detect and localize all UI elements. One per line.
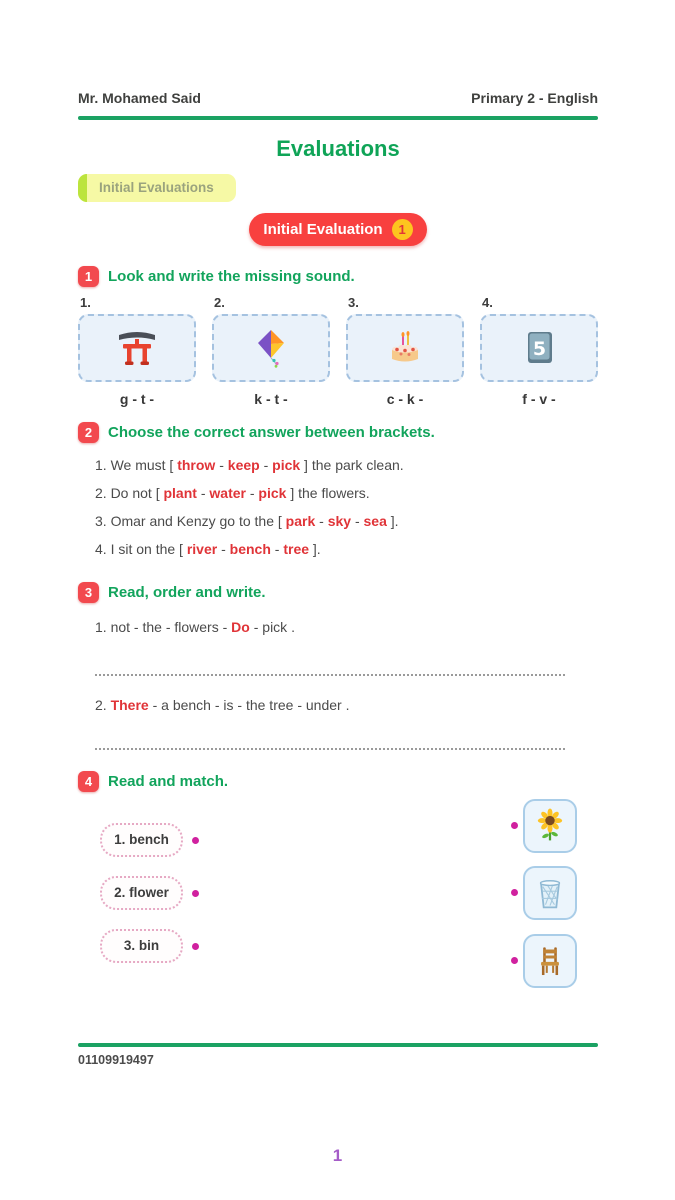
match-dot xyxy=(192,890,199,897)
match-picture-bin-box xyxy=(523,866,577,920)
q1-item-1-number: 1. xyxy=(80,294,91,310)
option-word: pick xyxy=(272,456,301,473)
footer-phone-number: 01109919497 xyxy=(78,1053,154,1067)
evaluation-number-circle: 1 xyxy=(392,219,413,240)
q2-sentence-2: 2. Do not [ plant - water - pick ] the flowers. xyxy=(95,484,370,501)
match-dot xyxy=(511,822,518,829)
q2-title: Choose the correct answer between brackets. xyxy=(108,423,435,441)
page-number: 1 xyxy=(332,1146,343,1165)
option-word: park xyxy=(285,513,316,530)
teacher-name: Mr. Mohamed Said xyxy=(78,90,201,106)
q4-number-badge: 4 xyxy=(78,771,99,792)
kite-icon xyxy=(251,328,291,368)
match-dot xyxy=(192,943,199,950)
wastebasket-icon xyxy=(532,875,568,911)
q2-sentence-4: 4. I sit on the [ river - bench - tree ]. xyxy=(95,541,321,558)
q1-picture-box-4 xyxy=(480,314,598,382)
q2-header xyxy=(78,422,598,443)
q3-sentence-2: 2. There - a bench - is - the tree - under . xyxy=(95,696,350,713)
q1-title: Look and write the missing sound. xyxy=(108,267,355,285)
q1-answer-3: c - k - xyxy=(386,390,424,407)
q1-answer-2: k - t - xyxy=(254,390,288,407)
initial-evaluation-pill xyxy=(249,213,427,246)
q1-answers-row xyxy=(78,391,598,407)
page-title: Evaluations xyxy=(276,135,400,161)
banner-label: Initial Evaluations xyxy=(99,180,214,195)
option-word: sea xyxy=(363,513,387,530)
option-word: plant xyxy=(163,484,197,501)
option-word: water xyxy=(209,484,246,501)
page-header xyxy=(78,90,598,106)
q4-header xyxy=(78,771,598,792)
match-dot xyxy=(192,837,199,844)
q1-picture-box-1 xyxy=(78,314,196,382)
initial-evaluations-banner xyxy=(78,174,236,202)
option-word: keep xyxy=(227,456,260,473)
option-word: river xyxy=(186,541,218,558)
torii-gate-icon xyxy=(117,328,157,368)
match-dot xyxy=(511,957,518,964)
q3-number-badge: 3 xyxy=(78,582,99,603)
q1-picture-box-2 xyxy=(212,314,330,382)
q2-sentence-3: 3. Omar and Kenzy go to the [ park - sky - sea ]. xyxy=(95,513,399,530)
option-word: sky xyxy=(327,513,352,530)
q3-title: Read, order and write. xyxy=(108,583,266,601)
q1-item-4-number: 4. xyxy=(482,294,493,310)
footer-divider xyxy=(78,1043,598,1047)
evaluation-pill-label: Initial Evaluation xyxy=(263,220,383,238)
birthday-cake-icon xyxy=(385,328,425,368)
match-word-flower: 2. flower xyxy=(100,876,183,910)
q1-answer-4: f - v - xyxy=(522,390,556,407)
q1-picture-box-3 xyxy=(346,314,464,382)
number-5-key-icon xyxy=(519,328,559,368)
q1-answer-1: g - t - xyxy=(119,390,155,407)
q1-picture-row xyxy=(78,314,598,382)
answer-line-2 xyxy=(95,748,565,750)
q1-header xyxy=(78,266,598,287)
chair-icon xyxy=(533,944,567,978)
option-word: throw xyxy=(177,456,216,473)
q1-number-badge: 1 xyxy=(78,266,99,287)
q4-title: Read and match. xyxy=(108,772,229,790)
option-word: tree xyxy=(283,541,310,558)
q1-item-2-number: 2. xyxy=(214,294,225,310)
match-picture-chair-box xyxy=(523,934,577,988)
q3-header xyxy=(78,582,598,603)
q4-match-area xyxy=(78,799,598,999)
q1-item-numbers xyxy=(78,295,598,310)
header-divider xyxy=(78,116,598,120)
sunflower-icon xyxy=(532,808,568,844)
banner-accent-bar xyxy=(78,174,87,202)
q2-number-badge: 2 xyxy=(78,422,99,443)
key-digit: 5 xyxy=(532,337,547,360)
q2-sentences xyxy=(95,451,598,564)
option-word: pick xyxy=(258,484,287,501)
match-picture-flower-box xyxy=(523,799,577,853)
match-word-bin: 3. bin xyxy=(100,929,183,963)
match-dot xyxy=(511,889,518,896)
q2-sentence-1: 1. We must [ throw - keep - pick ] the park clean. xyxy=(95,456,404,473)
q1-item-3-number: 3. xyxy=(348,294,359,310)
highlight-word: There xyxy=(110,696,149,713)
answer-line-1 xyxy=(95,674,565,676)
grade-subject: Primary 2 - English xyxy=(471,90,598,106)
option-word: bench xyxy=(229,541,271,558)
match-word-bench: 1. bench xyxy=(100,823,183,857)
q3-sentence-1: 1. not - the - flowers - Do - pick . xyxy=(95,618,295,635)
highlight-word: Do xyxy=(231,618,250,635)
